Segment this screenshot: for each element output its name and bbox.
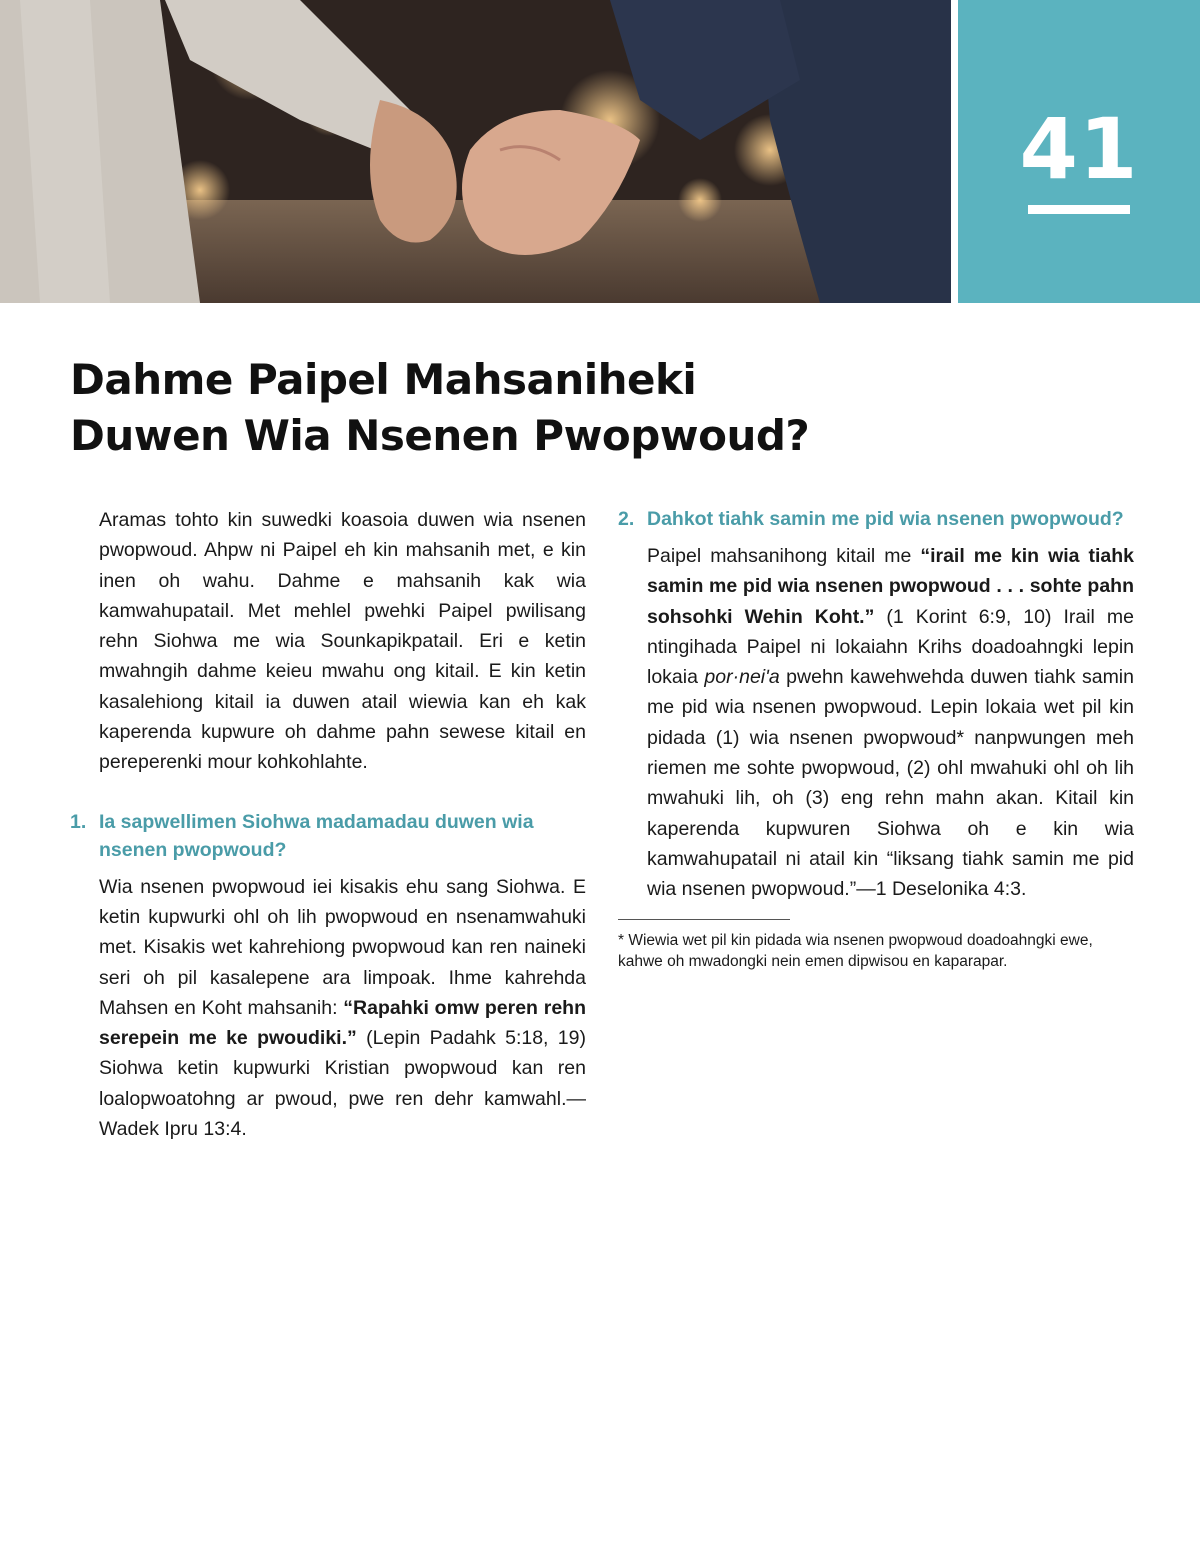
answer-1-text-b: (Lepin Padahk 5:18, 19) Siohwa ketin kupwurki Kristian pwopwoud kan ren loalopwoatohng ar pwoud, pwe ren dehr kamwahl.—Wadek Ipru 13:4. [99, 1027, 586, 1141]
lesson-number-box [958, 0, 1200, 303]
answer-1 [70, 872, 586, 1145]
answer-1-quote: “Rapahki omw peren rehn serepein me ke pwoudiki.” [99, 996, 586, 1050]
question-2-text: Dahkot tiahk samin me pid wia nsenen pwopwoud? [647, 508, 1124, 530]
answer-2 [618, 541, 1134, 905]
footnote: * Wiewia wet pil kin pidada wia nsenen pwopwoud doadoahngki ewe, kahwe oh mwadongki nein emen dipwisou en kaparapar. [618, 931, 1093, 970]
lesson-number-underline [1028, 205, 1130, 214]
footnote-divider [618, 919, 790, 920]
intro-paragraph: Aramas tohto kin suwedki koasoia duwen wia nsenen pwopwoud. Ahpw ni Paipel eh kin mahsanih met, e kin inen oh wahu. Dahme e mahsanih kak wia kamwahupatail. Met mehlel pwehki Paipel pwilisang rehn Siohwa me wia Sounkapikpatail. Eri e ketin mwahngih dahme keieu mwahu ong kitail. E kin ketin kasalehiong kitail ia duwen atail wiewia kan eh kak kaperenda kupwure oh dahme pahn sewese kitail en pereperenki mour kohkohlahte. [99, 509, 586, 774]
question-1 [70, 808, 586, 864]
question-2 [618, 505, 1134, 533]
question-1-text: Ia sapwellimen Siohwa madamadau duwen wia nsenen pwopwoud? [99, 810, 534, 861]
hero-photo-holding-hands [0, 0, 951, 303]
lesson-number: 41 [1019, 100, 1139, 198]
page-title-line1: Dahme Paipel Mahsaniheki [70, 355, 697, 404]
answer-2-term: por·neiʹa [704, 666, 780, 689]
question-1-number: 1. [70, 810, 87, 833]
hero-illustration [0, 0, 951, 303]
answer-2-text-c: pwehn kawehwehda duwen tiahk samin me pid wia nsenen pwopwoud. Lepin lokaia wet pil kin pidada (1) wia nsenen pwopwoud* nanpwungen meh riemen me sohte pwopwoud, (2) ohl mwahuki ohl oh lih mwahuki lih, oh (3) eng rehn mahn akan. Kitail kin kaperenda kupwuren Siohwa oh e kin wia kamwahupatail ni atail kin “liksang tiahk samin me pid wia nsenen pwopwoud.”—1 Deselonika 4:3. [647, 666, 1134, 901]
answer-1-text-a: Wia nsenen pwopwoud iei kisakis ehu sang Siohwa. E ketin kupwurki ohl oh lih pwopwoud en nsenamwahuki met. Kisakis wet kahrehiong pwopwoud kan ren naineki seri oh pil kasalepene ara limpoak. Ihme kahrehda Mahsen en Koht mahsanih: [99, 875, 586, 1019]
page-title [70, 352, 970, 464]
question-2-number: 2. [618, 508, 635, 530]
right-column [618, 505, 1134, 972]
page-title-line2: Duwen Wia Nsenen Pwopwoud? [70, 411, 810, 460]
answer-2-text-a: Paipel mahsanihong kitail me [647, 545, 921, 567]
left-column [70, 505, 586, 1144]
answer-2-text-b: (1 Korint 6:9, 10) Irail me ntingihada Paipel ni lokaiahn Krihs doadoahngki lepin lokaia [647, 605, 1134, 689]
answer-2-quote: “irail me kin wia tiahk samin me pid wia nsenen pwopwoud . . . sohte pahn sohsohki Wehin Koht.” [647, 545, 1134, 628]
